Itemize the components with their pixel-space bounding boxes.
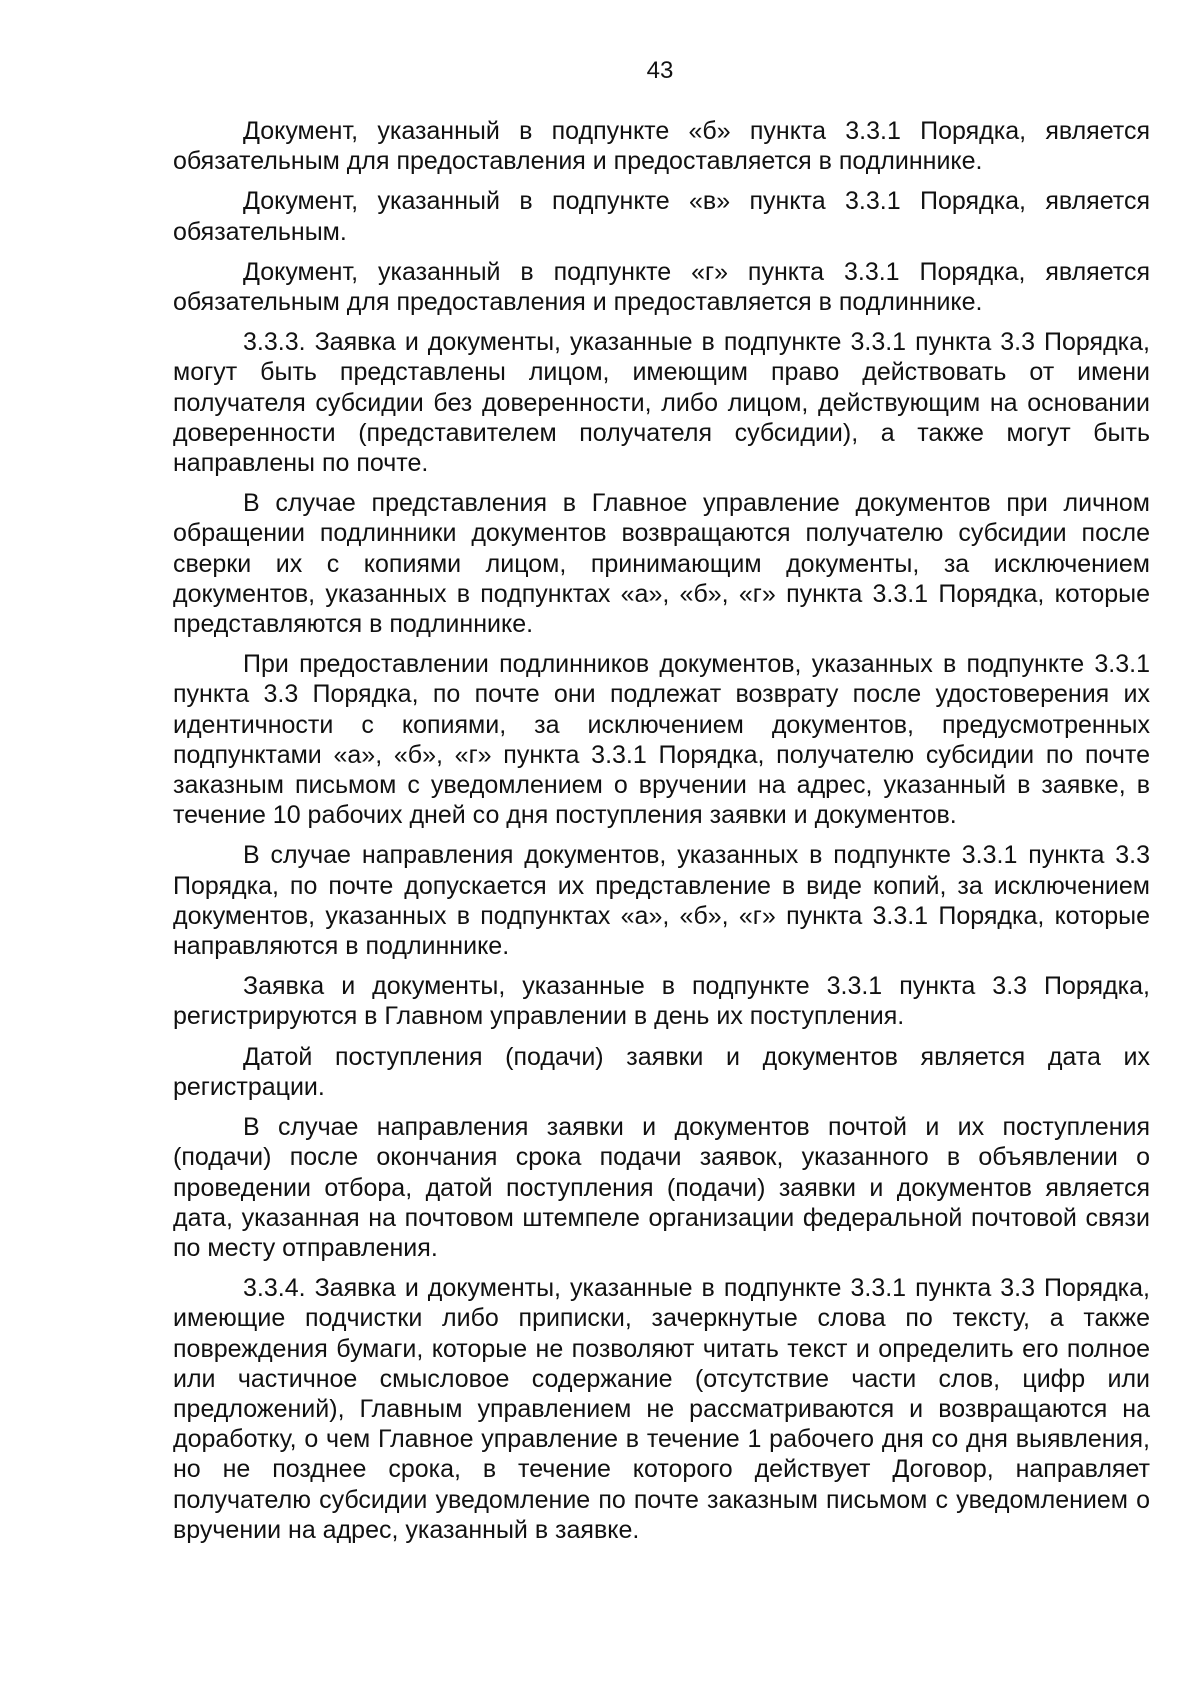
paragraph-3-3-3: 3.3.3. Заявка и документы, указанные в подпункте 3.3.1 пункта 3.3 Порядка, могут быть представлены лицом, имеющим право действовать от имени получателя субсидии без доверенности, либо лицом, действующим на основании доверенности (представителем получателя субсидии), а также могут быть направлены по почте. [173,328,1150,478]
paragraph: Заявка и документы, указанные в подпункте 3.3.1 пункта 3.3 Порядка, регистрируются в Главном управлении в день их поступления. [173,972,1150,1031]
paragraph: Документ, указанный в подпункте «б» пункта 3.3.1 Порядка, является обязательным для предоставления и предоставляется в подлиннике. [173,117,1150,176]
paragraph: В случае направления документов, указанных в подпункте 3.3.1 пункта 3.3 Порядка, по почте допускается их представление в виде копий, за исключением документов, указанных в подпунктах «а», «б», «г» пункта 3.3.1 Порядка, которые направляются в подлиннике. [173,841,1150,961]
paragraph: При предоставлении подлинников документов, указанных в подпункте 3.3.1 пункта 3.3 Порядка, по почте они подлежат возврату после удостоверения их идентичности с копиями, за исключением документов, предусмотренных подпунктами «а», «б», «г» пункта 3.3.1 Порядка, получателю субсидии по почте заказным письмом с уведомлением о вручении на адрес, указанный в заявке, в течение 10 рабочих дней со дня поступления заявки и документов. [173,650,1150,830]
page-number: 43 [646,57,674,84]
paragraph: В случае направления заявки и документов почтой и их поступления (подачи) после окончания срока подачи заявок, указанного в объявлении о проведении отбора, датой поступления (подачи) заявки и документов является дата, указанная на почтовом штемпеле организации федеральной почтовой связи по месту отправления. [173,1113,1150,1262]
paragraph: В случае представления в Главное управление документов при личном обращении подлинники документов возвращаются получателю субсидии после сверки их с копиями лицом, принимающим документы, за исключением документов, указанных в подпунктах «а», «б», «г» пункта 3.3.1 Порядка, которые представляются в подлиннике. [173,489,1150,639]
paragraph-3-3-4: 3.3.4. Заявка и документы, указанные в подпункте 3.3.1 пункта 3.3 Порядка, имеющие подчистки либо приписки, зачеркнутые слова по тексту, а также повреждения бумаги, которые не позволяют читать текст и определить его полное или частичное смысловое содержание (отсутствие части слов, цифр или предложений), Главным управлением не рассматриваются и возвращаются на доработку, о чем Главное управление в течение 1 рабочего дня со дня выявления, но не позднее срока, в течение которого действует Договор, направляет получателю субсидии уведомление по почте заказным письмом с уведомлением о вручении на адрес, указанный в заявке. [173,1274,1150,1544]
paragraph: Документ, указанный в подпункте «в» пункта 3.3.1 Порядка, является обязательным. [173,187,1150,246]
paragraph: Датой поступления (подачи) заявки и документов является дата их регистрации. [173,1042,1150,1101]
paragraph: Документ, указанный в подпункте «г» пункта 3.3.1 Порядка, является обязательным для предоставления и предоставляется в подлиннике. [173,257,1150,317]
document-body [173,116,1150,1555]
